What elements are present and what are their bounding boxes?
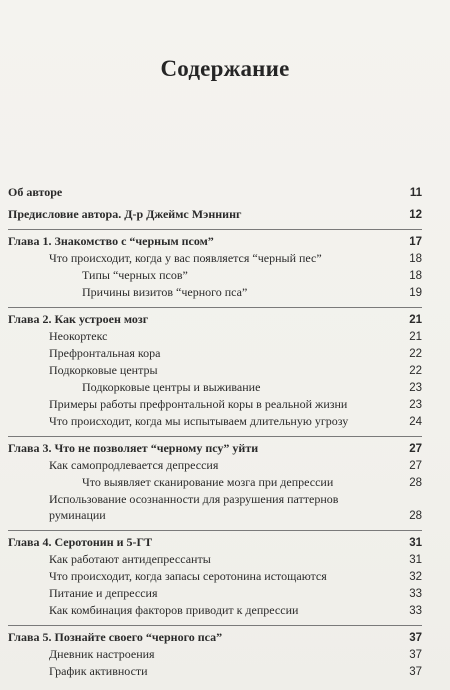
toc-section-entry xyxy=(8,602,422,619)
toc-section-entry xyxy=(8,379,422,396)
toc-page-number: 18 xyxy=(409,270,422,282)
toc-entry-title: Дневник настроения xyxy=(49,647,155,661)
toc-page-number: 27 xyxy=(409,460,422,472)
toc-entry-title: Префронтальная кора xyxy=(49,346,161,360)
toc-entry-title: Типы “черных псов” xyxy=(82,268,188,282)
toc-entry-title: Глава 4. Серотонин и 5-ГТ xyxy=(8,535,153,549)
toc-page-number: 37 xyxy=(409,666,422,678)
toc-entry-title: Глава 2. Как устроен мозг xyxy=(8,312,149,326)
toc-entry-title: Глава 1. Знакомство с “черным псом” xyxy=(8,234,214,248)
toc-page-number: 17 xyxy=(409,236,422,248)
toc-entry-title: Как работают антидепрессанты xyxy=(49,552,211,566)
toc-entry-title: Причины визитов “черного пса” xyxy=(82,285,248,299)
toc-section-entry xyxy=(8,267,422,284)
toc-page-number: 28 xyxy=(409,510,422,522)
chapter-divider xyxy=(8,625,422,626)
toc-page-number: 23 xyxy=(409,382,422,394)
toc-entry-title: Неокортекс xyxy=(49,329,108,343)
toc-entry-title: Что происходит, когда мы испытываем длительную угрозу xyxy=(49,414,349,428)
toc-page-number: 28 xyxy=(409,477,422,489)
chapter-divider xyxy=(8,307,422,308)
toc-entry-title: Подкорковые центры и выживание xyxy=(82,380,261,394)
toc-entry-title: Использование осознанности для разрушения паттернов xyxy=(49,492,339,506)
toc-section-entry xyxy=(8,284,422,301)
page-title: Содержание xyxy=(160,56,290,81)
table-of-contents xyxy=(8,184,422,680)
toc-page-number: 11 xyxy=(409,187,422,199)
toc-chapter-entry xyxy=(8,629,422,646)
toc-page-number: 32 xyxy=(409,571,422,583)
toc-section-entry xyxy=(8,328,422,345)
chapter-divider xyxy=(8,229,422,230)
toc-page-number: 37 xyxy=(409,632,422,644)
toc-page-number: 31 xyxy=(409,537,422,549)
toc-entry-title: Как комбинация факторов приводит к депрессии xyxy=(49,603,299,617)
toc-section-entry xyxy=(8,396,422,413)
chapter-divider xyxy=(8,530,422,531)
toc-page-number: 23 xyxy=(409,399,422,411)
toc-entry-title: Подкорковые центры xyxy=(49,363,158,377)
toc-section-entry xyxy=(8,663,422,680)
toc-chapter-entry xyxy=(8,206,422,223)
toc-entry-title: Питание и депрессия xyxy=(49,586,158,600)
toc-chapter-entry xyxy=(8,534,422,551)
toc-entry-title: График активности xyxy=(49,664,148,678)
toc-entry-title: Как самопродлевается депрессия xyxy=(49,458,219,472)
toc-section-entry xyxy=(8,568,422,585)
toc-section-entry xyxy=(8,345,422,362)
toc-chapter-entry xyxy=(8,233,422,250)
toc-section-entry xyxy=(8,413,422,430)
toc-entry-title: Что происходит, когда запасы серотонина истощаются xyxy=(49,569,327,583)
toc-page-number: 27 xyxy=(409,443,422,455)
toc-section-entry xyxy=(8,362,422,379)
toc-page-number: 21 xyxy=(409,331,422,343)
toc-page-number: 31 xyxy=(409,554,422,566)
toc-entry-title: Глава 5. Познайте своего “черного пса” xyxy=(8,630,223,644)
toc-page-number: 22 xyxy=(409,348,422,360)
toc-section-entry xyxy=(8,491,422,507)
toc-chapter-entry xyxy=(8,184,422,201)
toc-page-number: 19 xyxy=(409,287,422,299)
toc-page-number: 21 xyxy=(409,314,422,326)
toc-entry-title: Что происходит, когда у вас появляется “черный пес” xyxy=(49,251,322,265)
toc-page-number: 24 xyxy=(409,416,422,428)
toc-entry-title: руминации xyxy=(49,508,106,522)
toc-section-entry xyxy=(8,551,422,568)
toc-page-number: 33 xyxy=(409,605,422,617)
toc-section-entry xyxy=(8,250,422,267)
toc-page-number: 18 xyxy=(409,253,422,265)
toc-entry-title: Примеры работы префронтальной коры в реальной жизни xyxy=(49,397,348,411)
toc-page-number: 37 xyxy=(409,649,422,661)
toc-section-entry xyxy=(8,585,422,602)
toc-entry-title: Об авторе xyxy=(8,185,63,199)
toc-section-entry xyxy=(8,507,422,524)
toc-chapter-entry xyxy=(8,311,422,328)
toc-page-number: 22 xyxy=(409,365,422,377)
toc-entry-title: Глава 3. Что не позволяет “черному псу” уйти xyxy=(8,441,259,455)
toc-entry-title: Предисловие автора. Д-р Джеймс Мэннинг xyxy=(8,207,242,221)
chapter-divider xyxy=(8,436,422,437)
toc-chapter-entry xyxy=(8,440,422,457)
toc-section-entry xyxy=(8,646,422,663)
toc-page-number: 12 xyxy=(409,209,422,221)
toc-section-entry xyxy=(8,474,422,491)
toc-entry-title: Что выявляет сканирование мозга при депрессии xyxy=(82,475,334,489)
toc-section-entry xyxy=(8,457,422,474)
toc-page-number: 33 xyxy=(409,588,422,600)
